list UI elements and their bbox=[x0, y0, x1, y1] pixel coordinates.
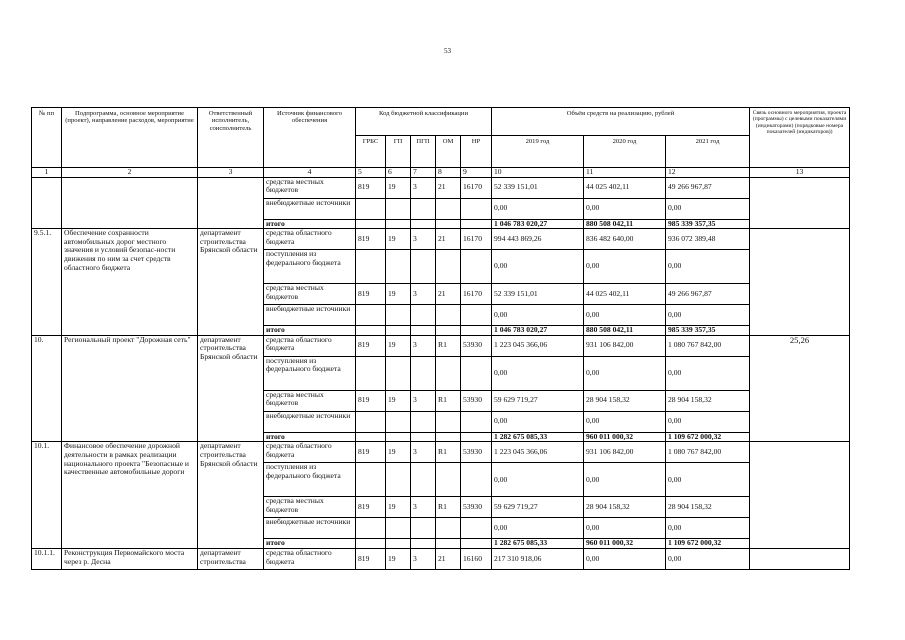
amount-2021: 0,00 bbox=[666, 305, 750, 326]
amount-2021: 0,00 bbox=[666, 411, 750, 432]
code-nr: 16170 bbox=[461, 229, 492, 250]
source-regional: средства областного бюджета bbox=[264, 442, 356, 463]
code-nr: 53930 bbox=[461, 390, 492, 411]
source-federal: поступления из федерального бюджета bbox=[264, 463, 356, 497]
header-row bbox=[32, 108, 850, 136]
code-pgp: 3 bbox=[411, 284, 436, 305]
total-2020: 960 011 000,32 bbox=[584, 539, 666, 549]
amount-2020: 28 904 158,32 bbox=[584, 497, 666, 518]
col-num: 5 bbox=[356, 168, 386, 178]
item-number: 10.1. bbox=[32, 442, 62, 549]
header-2020: 2020 год bbox=[584, 136, 666, 168]
amount-2019: 994 443 869,26 bbox=[492, 229, 584, 250]
source-extra: внебюджетные источники bbox=[264, 411, 356, 432]
header-nr: НР bbox=[461, 136, 492, 168]
source-regional: средства областного бюджета bbox=[264, 548, 356, 569]
amount-2020: 0,00 bbox=[584, 305, 666, 326]
source-total: итого bbox=[264, 539, 356, 549]
amount-2019: 59 629 719,27 bbox=[492, 497, 584, 518]
source-extra: внебюджетные источники bbox=[264, 305, 356, 326]
source-local: средства местных бюджетов bbox=[264, 284, 356, 305]
code-pgp: 3 bbox=[411, 229, 436, 250]
col-num: 12 bbox=[666, 168, 750, 178]
amount-2020: 0,00 bbox=[584, 518, 666, 539]
header-source: Источник финансового обеспечения bbox=[264, 108, 356, 168]
code-nr: 53930 bbox=[461, 442, 492, 463]
source-federal: поступления из федерального бюджета bbox=[264, 356, 356, 390]
header-code-group: Код бюджетной классификации bbox=[356, 108, 492, 136]
amount-2020: 44 025 402,11 bbox=[584, 177, 666, 198]
table-row bbox=[32, 177, 850, 198]
total-2019: 1 046 783 020,27 bbox=[492, 219, 584, 229]
code-gp: 19 bbox=[386, 177, 411, 198]
item-number: 10. bbox=[32, 335, 62, 442]
col-num: 1 bbox=[32, 168, 62, 178]
item-name: Реконструкция Первомайского моста через р. Десна bbox=[62, 548, 198, 569]
col-num: 13 bbox=[750, 168, 850, 178]
amount-2019: 0,00 bbox=[492, 518, 584, 539]
code-grbs: 819 bbox=[356, 497, 386, 518]
code-om: 21 bbox=[436, 548, 461, 569]
amount-2019: 0,00 bbox=[492, 250, 584, 284]
col-num: 8 bbox=[436, 168, 461, 178]
item-name: Обеспечение сохранности автомобильных дорог местного значения и условий безопас-ности движения по ним за счет средств областного бюджета bbox=[62, 229, 198, 336]
code-grbs: 819 bbox=[356, 442, 386, 463]
total-2021: 985 339 357,35 bbox=[666, 219, 750, 229]
source-regional: средства областного бюджета bbox=[264, 229, 356, 250]
total-2019: 1 282 675 085,33 bbox=[492, 539, 584, 549]
cell-empty bbox=[32, 177, 62, 229]
code-om: R1 bbox=[436, 497, 461, 518]
total-2019: 1 046 783 020,27 bbox=[492, 326, 584, 336]
header-volume-group: Объём средств на реализацию, рублей bbox=[492, 108, 750, 136]
item-name: Региональный проект "Дорожная сеть" bbox=[62, 335, 198, 442]
amount-2021: 49 266 967,87 bbox=[666, 177, 750, 198]
amount-2019: 1 223 045 366,06 bbox=[492, 442, 584, 463]
amount-2019: 0,00 bbox=[492, 356, 584, 390]
total-2021: 1 109 672 000,32 bbox=[666, 432, 750, 442]
table-row bbox=[32, 335, 850, 356]
total-2021: 1 109 672 000,32 bbox=[666, 539, 750, 549]
page-number: 53 bbox=[444, 47, 451, 55]
code-nr: 16170 bbox=[461, 177, 492, 198]
source-federal: поступления из федерального бюджета bbox=[264, 250, 356, 284]
header-no: № пп bbox=[32, 108, 62, 168]
code-pgp: 3 bbox=[411, 335, 436, 356]
amount-2021: 1 080 767 842,00 bbox=[666, 335, 750, 356]
code-pgp: 3 bbox=[411, 442, 436, 463]
header-link: Связь основного мероприятия, проекта (программы) с целевыми показателями (индикаторами) (порядковые номера показателей (индикаторов)) bbox=[750, 108, 850, 168]
indicator-link: 25,26 bbox=[750, 335, 850, 442]
header-executor: Ответственный исполнитель, соисполнитель bbox=[198, 108, 264, 168]
cell-empty bbox=[750, 229, 850, 336]
source-total: итого bbox=[264, 219, 356, 229]
amount-2021: 936 072 389,48 bbox=[666, 229, 750, 250]
amount-2021: 1 080 767 842,00 bbox=[666, 442, 750, 463]
code-gp: 19 bbox=[386, 442, 411, 463]
amount-2020: 0,00 bbox=[584, 548, 666, 569]
amount-2020: 931 106 842,00 bbox=[584, 442, 666, 463]
total-2020: 880 508 042,11 bbox=[584, 219, 666, 229]
amount-2019: 217 310 918,06 bbox=[492, 548, 584, 569]
col-num: 9 bbox=[461, 168, 492, 178]
total-2020: 960 011 000,32 bbox=[584, 432, 666, 442]
amount-2021: 0,00 bbox=[666, 463, 750, 497]
amount-2020: 0,00 bbox=[584, 356, 666, 390]
cell-empty bbox=[750, 442, 850, 549]
amount-2019: 1 223 045 366,06 bbox=[492, 335, 584, 356]
col-num: 11 bbox=[584, 168, 666, 178]
source-extra: внебюджетные источники bbox=[264, 518, 356, 539]
source-total: итого bbox=[264, 432, 356, 442]
source-local: средства местных бюджетов bbox=[264, 177, 356, 198]
amount-2020: 0,00 bbox=[584, 198, 666, 219]
code-grbs: 819 bbox=[356, 390, 386, 411]
source-total: итого bbox=[264, 326, 356, 336]
amount-2021: 0,00 bbox=[666, 198, 750, 219]
total-2021: 985 339 357,35 bbox=[666, 326, 750, 336]
code-grbs: 819 bbox=[356, 548, 386, 569]
budget-table bbox=[31, 107, 850, 570]
code-nr: 16160 bbox=[461, 548, 492, 569]
code-gp: 19 bbox=[386, 390, 411, 411]
amount-2021: 0,00 bbox=[666, 518, 750, 539]
total-2020: 880 508 042,11 bbox=[584, 326, 666, 336]
cell-empty bbox=[62, 177, 198, 229]
code-gp: 19 bbox=[386, 497, 411, 518]
amount-2021: 0,00 bbox=[666, 356, 750, 390]
header-om: ОМ bbox=[436, 136, 461, 168]
col-num: 4 bbox=[264, 168, 356, 178]
amount-2020: 836 482 640,00 bbox=[584, 229, 666, 250]
code-grbs: 819 bbox=[356, 229, 386, 250]
item-number: 10.1.1. bbox=[32, 548, 62, 569]
item-number: 9.5.1. bbox=[32, 229, 62, 336]
table-row bbox=[32, 442, 850, 463]
code-nr: 53930 bbox=[461, 335, 492, 356]
code-om: 21 bbox=[436, 284, 461, 305]
amount-2019: 52 339 151,01 bbox=[492, 284, 584, 305]
amount-2019: 52 339 151,01 bbox=[492, 177, 584, 198]
code-om: R1 bbox=[436, 390, 461, 411]
header-gp: ГП bbox=[386, 136, 411, 168]
amount-2021: 28 904 158,32 bbox=[666, 497, 750, 518]
table-row bbox=[32, 548, 850, 569]
code-gp: 19 bbox=[386, 284, 411, 305]
code-pgp: 3 bbox=[411, 177, 436, 198]
item-executor: департамент строительства Брянской области bbox=[198, 229, 264, 336]
code-grbs: 819 bbox=[356, 335, 386, 356]
source-regional: средства областного бюджета bbox=[264, 335, 356, 356]
col-num: 3 bbox=[198, 168, 264, 178]
amount-2019: 0,00 bbox=[492, 198, 584, 219]
code-om: 21 bbox=[436, 177, 461, 198]
item-name: Финансовое обеспечение дорожной деятельности в рамках реализации национального проекта "Безопасные и качественные автомобильные дороги bbox=[62, 442, 198, 549]
amount-2021: 0,00 bbox=[666, 250, 750, 284]
amount-2021: 28 904 158,32 bbox=[666, 390, 750, 411]
amount-2019: 59 629 719,27 bbox=[492, 390, 584, 411]
code-grbs: 819 bbox=[356, 177, 386, 198]
amount-2020: 931 106 842,00 bbox=[584, 335, 666, 356]
total-2019: 1 282 675 085,33 bbox=[492, 432, 584, 442]
col-num: 7 bbox=[411, 168, 436, 178]
source-extra: внебюджетные источники bbox=[264, 198, 356, 219]
amount-2019: 0,00 bbox=[492, 463, 584, 497]
amount-2019: 0,00 bbox=[492, 411, 584, 432]
amount-2020: 28 904 158,32 bbox=[584, 390, 666, 411]
amount-2020: 0,00 bbox=[584, 411, 666, 432]
code-gp: 19 bbox=[386, 335, 411, 356]
code-grbs: 819 bbox=[356, 284, 386, 305]
amount-2021: 0,00 bbox=[666, 548, 750, 569]
column-number-row bbox=[32, 168, 850, 178]
code-gp: 19 bbox=[386, 229, 411, 250]
header-2019: 2019 год bbox=[492, 136, 584, 168]
code-om: 21 bbox=[436, 229, 461, 250]
code-gp: 19 bbox=[386, 548, 411, 569]
amount-2021: 49 266 967,87 bbox=[666, 284, 750, 305]
code-om: R1 bbox=[436, 442, 461, 463]
header-grbs: ГРБС bbox=[356, 136, 386, 168]
table-row bbox=[32, 229, 850, 250]
code-nr: 53930 bbox=[461, 497, 492, 518]
header-2021: 2021 год bbox=[666, 136, 750, 168]
source-local: средства местных бюджетов bbox=[264, 390, 356, 411]
item-executor: департамент строительства Брянской области bbox=[198, 335, 264, 442]
amount-2019: 0,00 bbox=[492, 305, 584, 326]
cell-empty bbox=[750, 177, 850, 229]
cell-empty bbox=[198, 177, 264, 229]
code-nr: 16170 bbox=[461, 284, 492, 305]
item-executor: департамент строительства bbox=[198, 548, 264, 569]
code-pgp: 3 bbox=[411, 390, 436, 411]
col-num: 10 bbox=[492, 168, 584, 178]
code-pgp: 3 bbox=[411, 548, 436, 569]
item-executor: департамент строительства Брянской области bbox=[198, 442, 264, 549]
header-program: Подпрограмма, основное мероприятие (проект), направление расходов, мероприятие bbox=[62, 108, 198, 168]
code-om: R1 bbox=[436, 335, 461, 356]
amount-2020: 0,00 bbox=[584, 463, 666, 497]
source-local: средства местных бюджетов bbox=[264, 497, 356, 518]
cell-empty bbox=[750, 548, 850, 569]
code-pgp: 3 bbox=[411, 497, 436, 518]
col-num: 2 bbox=[62, 168, 198, 178]
amount-2020: 44 025 402,11 bbox=[584, 284, 666, 305]
header-pgp: ПГП bbox=[411, 136, 436, 168]
col-num: 6 bbox=[386, 168, 411, 178]
amount-2020: 0,00 bbox=[584, 250, 666, 284]
